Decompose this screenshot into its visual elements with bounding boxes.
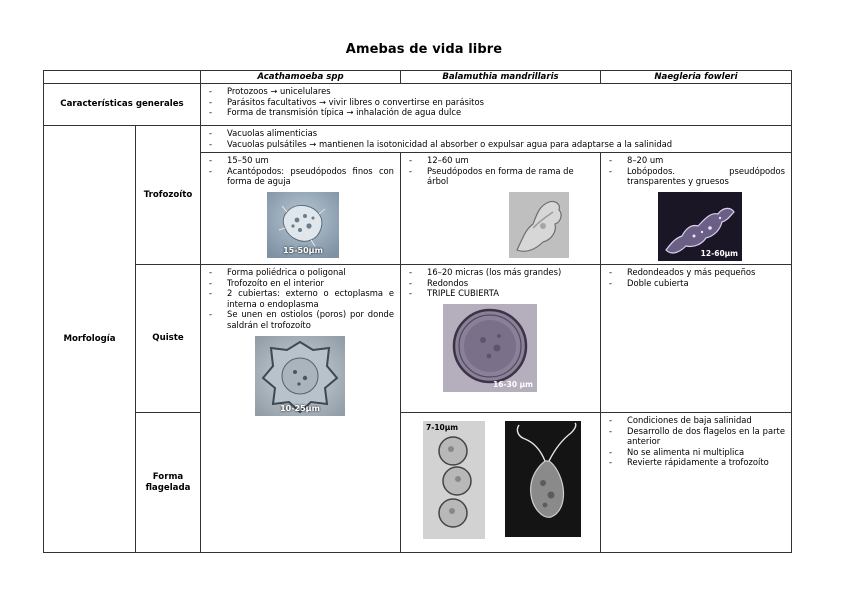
naegleria-trofozoito-image [658,192,742,261]
flagelada-balamuthia [401,413,601,553]
image-caption: 15-50μm [283,245,323,255]
image-caption: 10-25μm [280,404,320,413]
amebas-table [43,70,792,553]
trofozoito-balamuthia [401,153,601,265]
list-item: - Protozoos → unicelulares [207,86,785,97]
quiste-balamuthia [401,265,601,413]
naegleria-quiste-image [423,421,485,539]
flagelada-naegleria [601,413,792,553]
morfologia-label: Morfología [44,126,136,553]
image-caption: 7-10μm [426,423,459,432]
header-naegleria: Naegleria fowleri [601,71,792,84]
generales-label: Características generales [44,84,201,126]
trofozoito-label: Trofozoíto [136,126,201,265]
acanthamoeba-trofozoito-image [267,192,339,258]
generales-row [44,84,792,126]
list-item: - 8–20 um [607,155,785,166]
list-item: - Forma poliédrica o poligonal [207,267,394,278]
list-item: - Desarrollo de dos flagelos en la parte anterior [607,426,785,447]
list-item: - 16–20 micras (los más grandes) [407,267,594,278]
list-item: - Condiciones de baja salinidad [607,415,785,426]
quiste-acanthamoeba [201,265,401,553]
list-item: - Doble cubierta [607,278,785,289]
list-item: - Forma de transmisión típica → inhalación de agua dulce [207,107,785,118]
list-item: - Se unen en ostiolos (poros) por donde saldrán el trofozoíto [207,309,394,330]
list-item: - Lobópodos. pseudópodos transparentes y gruesos [607,166,785,187]
generales-content [201,84,792,126]
flagelada-row [44,413,792,553]
list-item: - Parásitos facultativos → vivir libres o convertirse en parásitos [207,97,785,108]
trofozoito-naegleria [601,153,792,265]
list-item: - TRIPLE CUBIERTA [407,288,594,299]
quiste-label: Quiste [136,265,201,413]
list-item: - Redondos [407,278,594,289]
list-item: - Redondeados y más pequeños [607,267,785,278]
quiste-row [44,265,792,413]
list-item: - No se alimenta ni multiplica [607,447,785,458]
list-item: - Vacuolas pulsátiles → mantienen la isotonicidad al absorber o expulsar agua para adaptarse a la salinidad [207,139,785,150]
balamuthia-quiste-image [443,304,537,392]
header-empty [44,71,201,84]
list-item: - Pseudópodos en forma de rama de árbol [407,166,594,187]
trofozoito-common [201,126,792,153]
list-item: - 15–50 um [207,155,394,166]
trofozoito-common-row [44,126,792,153]
quiste-naegleria [601,265,792,413]
trofozoito-acanthamoeba [201,153,401,265]
acanthamoeba-quiste-image [255,336,345,416]
image-caption: 16-30 μm [493,380,533,390]
header-acanthamoeba: Acathamoeba spp [201,71,401,84]
header-row [44,71,792,84]
balamuthia-trofozoito-image [509,192,569,258]
page-title: Amebas de vida libre [345,42,503,57]
image-caption: 12-60μm [700,249,738,259]
list-item: - Vacuolas alimenticias [207,128,785,139]
naegleria-flagelada-image [505,421,581,537]
list-item: - Acantópodos: pseudópodos finos con forma de aguja [207,166,394,187]
list-item: - Trofozoíto en el interior [207,278,394,289]
list-item: - 2 cubiertas: externo o ectoplasma e interna o endoplasma [207,288,394,309]
list-item: - Revierte rápidamente a trofozoíto [607,457,785,468]
list-item: - 12–60 um [407,155,594,166]
header-balamuthia: Balamuthia mandrillaris [401,71,601,84]
flagelada-label: Forma flagelada [136,413,201,553]
